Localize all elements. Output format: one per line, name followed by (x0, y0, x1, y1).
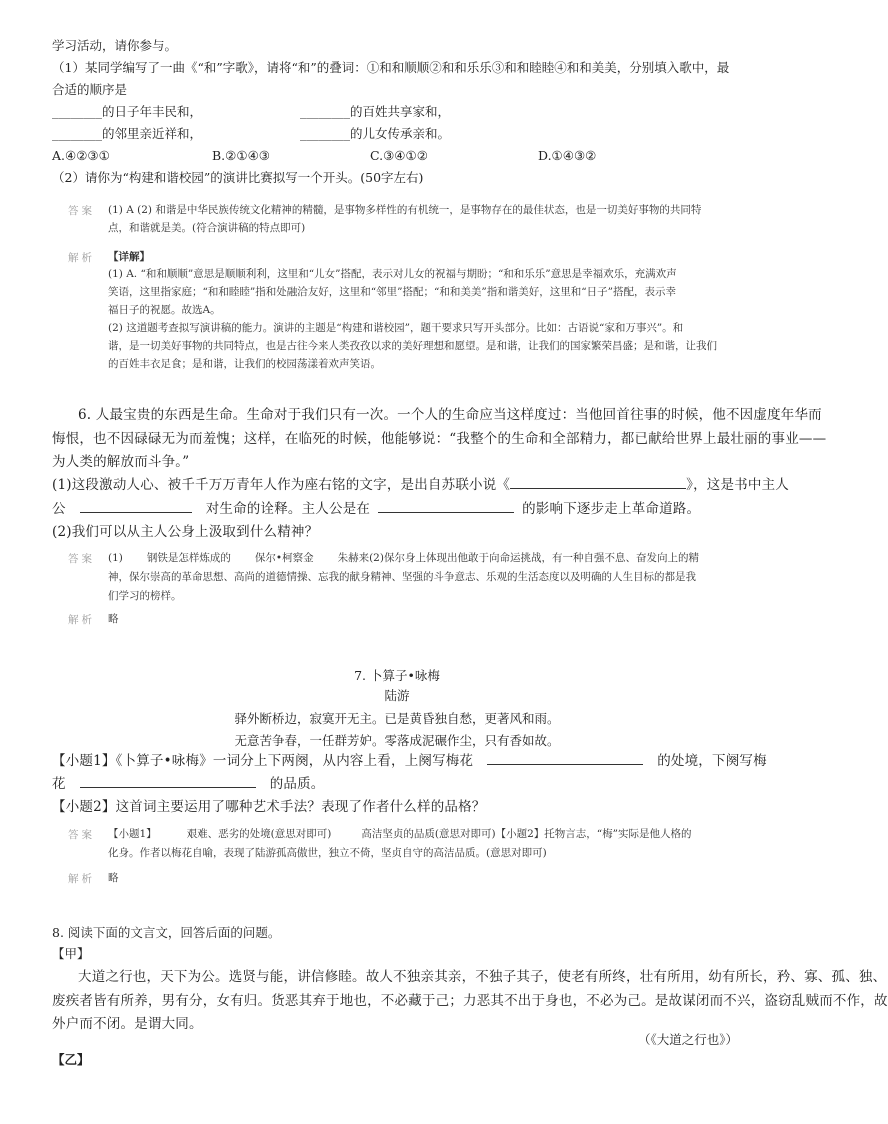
q5-intro: 学习活动，请你参与。 (52, 38, 178, 53)
q6-line1: 6. 人最宝贵的东西是生命。生命对于我们只有一次。一个人的生命应当这样度过：当他回首往事的时候，他不因虚度年华而 (78, 407, 822, 423)
q6-subq1-part1 (52, 475, 789, 495)
q6-subq1-text-b: 》，这是书中主人 (686, 477, 789, 493)
q6-answer-label: 答案 (68, 553, 95, 565)
q5-sub1: （1）某同学编写了一曲《“和”字歌》，请将“和”的叠词：①和和顺顺②和和乐乐③和和睦睦④和和美美，分别填入歌中，最 (52, 60, 730, 75)
q5-explanation-title: 【详解】 (108, 251, 150, 263)
q6-line3: 为人类的解放而斗争。” (52, 454, 190, 470)
q8-jia-label: 【甲】 (52, 946, 90, 961)
q8-source: （《大道之行也》） (637, 1032, 738, 1047)
q6-subq2: (2)我们可以从主人公身上汲取到什么精神？ (52, 524, 319, 540)
q7-subq1-text-c: 花 (52, 776, 66, 792)
q6-blank-hero[interactable] (80, 500, 192, 513)
q6-subq1-part2 (52, 499, 700, 519)
q5-answer-label: 答案 (68, 205, 95, 217)
q5-blank-c: ________的邻里亲近祥和， (52, 126, 203, 141)
q6-answer-line2: 神，保尔崇高的革命思想、高尚的道德情操、忘我的献身精神、坚强的斗争意志、乐观的生活态度以及明确的人生目标的都是我 (108, 571, 696, 583)
q5-explanation-line1: (1) A. “和和顺顺”意思是顺顺利利，这里和“儿女”搭配，表示对儿女的祝福与期盼；“和和乐乐”意思是幸福欢乐，充满欢声 (108, 268, 677, 280)
q6-explanation-label: 解析 (68, 614, 95, 626)
q7-answer-line1 (108, 826, 692, 842)
q7-answer-tag: 【小题1】 (108, 828, 157, 840)
q6-answer-hero: 保尔•柯察金 (254, 552, 314, 564)
q6-subq1-text-c: 公 (52, 501, 66, 517)
q6-subq1-text-e: 的影响下逐步走上革命道路。 (522, 501, 701, 517)
q6-subq1-text-a: (1)这段激动人心、被千千万万青年人作为座右铭的文字，是出自苏联小说《 (52, 477, 511, 493)
q6-answer-rest: 朱赫来(2)保尔身上体现出他敢于向命运挑战，有一种自强不息、奋发向上的精 (337, 552, 699, 564)
q7-author: 陆游 (384, 688, 410, 703)
q7-subq1-part1 (52, 751, 767, 771)
q6-answer-line3: 们学习的榜样。 (108, 590, 182, 602)
q5-explanation-label: 解析 (68, 252, 95, 264)
q5-sub1b: 合适的顺序是 (52, 82, 128, 97)
q6-blank-novel[interactable] (510, 476, 686, 489)
q7-poem-line1: 驿外断桥边，寂寞开无主。已是黄昏独自愁，更著风和雨。 (234, 711, 560, 726)
q5-answer-line2: 点，和谐就是美。(符合演讲稿的特点即可) (108, 222, 306, 234)
q6-line2: 悔恨，也不因碌碌无为而羞愧；这样，在临死的时候，他能够说：“我整个的生命和全部精力，都已献给世界上最壮丽的事业—— (52, 431, 827, 447)
q8-passage-line1: 大道之行也，天下为公。选贤与能，讲信修睦。故人不独亲其亲，不独子其子，使老有所终，壮有所用，幼有所长，矜、寡、孤、独、 (78, 969, 887, 985)
q6-blank-mentor[interactable] (378, 500, 514, 513)
q5-blank-d: ________的儿女传承亲和。 (300, 126, 451, 141)
q6-subq1-text-d: 对生命的诠释。主人公是在 (205, 501, 371, 517)
q7-answer-rest: 高洁坚贞的品质(意思对即可)【小题2】托物言志，“梅”实际是他人格的 (361, 828, 692, 840)
q7-explanation: 略 (108, 872, 119, 884)
q7-blank-situation[interactable] (487, 752, 643, 765)
q7-blank-quality[interactable] (80, 775, 256, 788)
q5-option-a: A.④②③① (52, 148, 110, 163)
q8-passage-line2: 废疾者皆有所养，男有分，女有归。货恶其弃于地也，不必藏于己；力恶其不出于身也，不必为己。是故谋闭而不兴，盗窃乱贼而不作，故 (52, 993, 888, 1009)
q5-option-d: D.①④③② (538, 148, 597, 163)
q6-answer-line1 (108, 550, 699, 566)
q6-answer-num: (1) (108, 552, 123, 564)
q7-title: 7. 卜算子•咏梅 (354, 668, 440, 683)
q7-answer-line2: 化身。作者以梅花自喻，表现了陆游孤高傲世，独立不倚，坚贞自守的高洁品质。(意思对即可) (108, 847, 547, 859)
q5-sub2: （2）请你为“构建和谐校园”的演讲比赛拟写一个开头。(50字左右) (52, 170, 424, 185)
q5-option-b: B.②①④③ (212, 148, 270, 163)
q5-explanation-line6: 的百姓丰衣足食；是和谐，让我们的校园荡漾着欢声笑语。 (108, 358, 381, 370)
q8-passage-line3: 外户而不闭。是谓大同。 (52, 1016, 203, 1032)
q5-answer-line1: (1) A (2) 和谐是中华民族传统文化精神的精髓，是事物多样性的有机统一，是事物存在的最佳状态，也是一切美好事物的共同特 (108, 204, 702, 216)
q8-yi-label: 【乙】 (52, 1052, 90, 1067)
q6-explanation: 略 (108, 613, 119, 625)
q5-explanation-line3: 福日子的祝愿。故选A。 (108, 304, 221, 316)
q7-answer-label: 答案 (68, 829, 95, 841)
q5-option-c: C.③④①② (370, 148, 428, 163)
q7-subq1-text-b: 的处境，下阕写梅 (657, 753, 767, 769)
q6-answer-novel: 钢铁是怎样炼成的 (146, 552, 231, 564)
q7-explanation-label: 解析 (68, 873, 95, 885)
q7-subq1-text-a: 【小题1】《卜算子•咏梅》一词分上下两阕，从内容上看，上阕写梅花 (52, 753, 474, 769)
q5-explanation-line2: 笑语，这里指家庭；“和和睦睦”指和处融洽友好，这里和“邻里”搭配；“和和美美”指和谐美好，这里和“日子”搭配，表示幸 (108, 286, 676, 298)
q8-instruction: 8. 阅读下面的文言文，回答后面的问题。 (52, 925, 281, 940)
q5-explanation-line4: (2) 这道题考查拟写演讲稿的能力。演讲的主题是“构建和谐校园”，题干要求只写开头部分。比如：古语说“家和万事兴”。和 (108, 322, 684, 334)
q7-poem-line2: 无意苦争春，一任群芳妒。零落成泥碾作尘，只有香如故。 (234, 733, 560, 748)
q7-subq1-text-d: 的品质。 (269, 776, 325, 792)
q7-answer-situation: 艰难、恶劣的处境(意思对即可) (186, 828, 332, 840)
q5-blank-a: ________的日子年丰民和， (52, 104, 203, 119)
q5-explanation-line5: 谐，是一切美好事物的共同特点，也是古往今来人类孜孜以求的美好理想和愿望。是和谐，让我们的国家繁荣昌盛；是和谐，让我们 (108, 340, 717, 352)
q7-subq2: 【小题2】这首词主要运用了哪种艺术手法？表现了作者什么样的品格？ (52, 799, 486, 815)
q7-subq1-part2 (52, 774, 325, 794)
q5-blank-b: ________的百姓共享家和， (300, 104, 451, 119)
